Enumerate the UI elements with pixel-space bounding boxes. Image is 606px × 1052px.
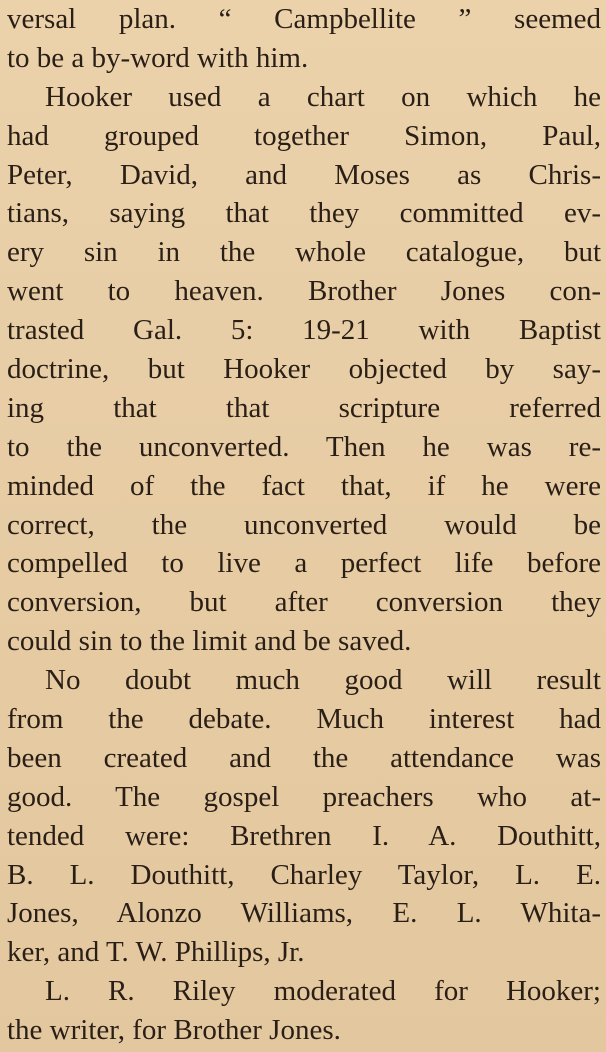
text-line: tended were: Brethren I. A. Douthitt, — [7, 819, 601, 852]
text-line: compelled to live a perfect life before — [7, 547, 601, 580]
text-line: been created and the attendance was — [7, 741, 601, 774]
text-line: went to heaven. Brother Jones con- — [7, 275, 601, 308]
text-line: ker, and T. W. Phillips, Jr. — [7, 936, 305, 969]
text-line: ery sin in the whole catalogue, but — [7, 236, 601, 269]
text-line: could sin to the limit and be saved. — [7, 625, 412, 658]
text-line: to the unconverted. Then he was re- — [7, 430, 601, 463]
text-line: L. R. Riley moderated for Hooker; — [45, 975, 601, 1008]
text-line: tians, saying that they committed ev- — [7, 197, 601, 230]
text-line: to be a by-word with him. — [7, 41, 309, 74]
text-line: good. The gospel preachers who at- — [7, 780, 601, 813]
text-line: the writer, for Brother Jones. — [7, 1014, 341, 1047]
text-line: B. L. Douthitt, Charley Taylor, L. E. — [7, 858, 601, 891]
text-line: Jones, Alonzo Williams, E. L. Whita- — [7, 897, 601, 930]
text-line: No doubt much good will result — [45, 664, 601, 697]
text-line: versal plan. “ Campbellite ” seemed — [7, 3, 601, 35]
text-line: Hooker used a chart on which he — [45, 80, 601, 113]
text-column — [7, 0, 601, 1050]
text-line: doctrine, but Hooker objected by say- — [7, 353, 601, 386]
text-line: trasted Gal. 5: 19-21 with Baptist — [7, 314, 601, 347]
text-line: had grouped together Simon, Paul, — [7, 119, 601, 152]
text-line: conversion, but after conversion they — [7, 586, 601, 619]
text-line: Peter, David, and Moses as Chris- — [7, 158, 601, 191]
text-line: ing that that scripture referred — [7, 391, 601, 424]
text-line: correct, the unconverted would be — [7, 508, 601, 541]
text-line: minded of the fact that, if he were — [7, 469, 601, 502]
text-line: from the debate. Much interest had — [7, 703, 601, 736]
